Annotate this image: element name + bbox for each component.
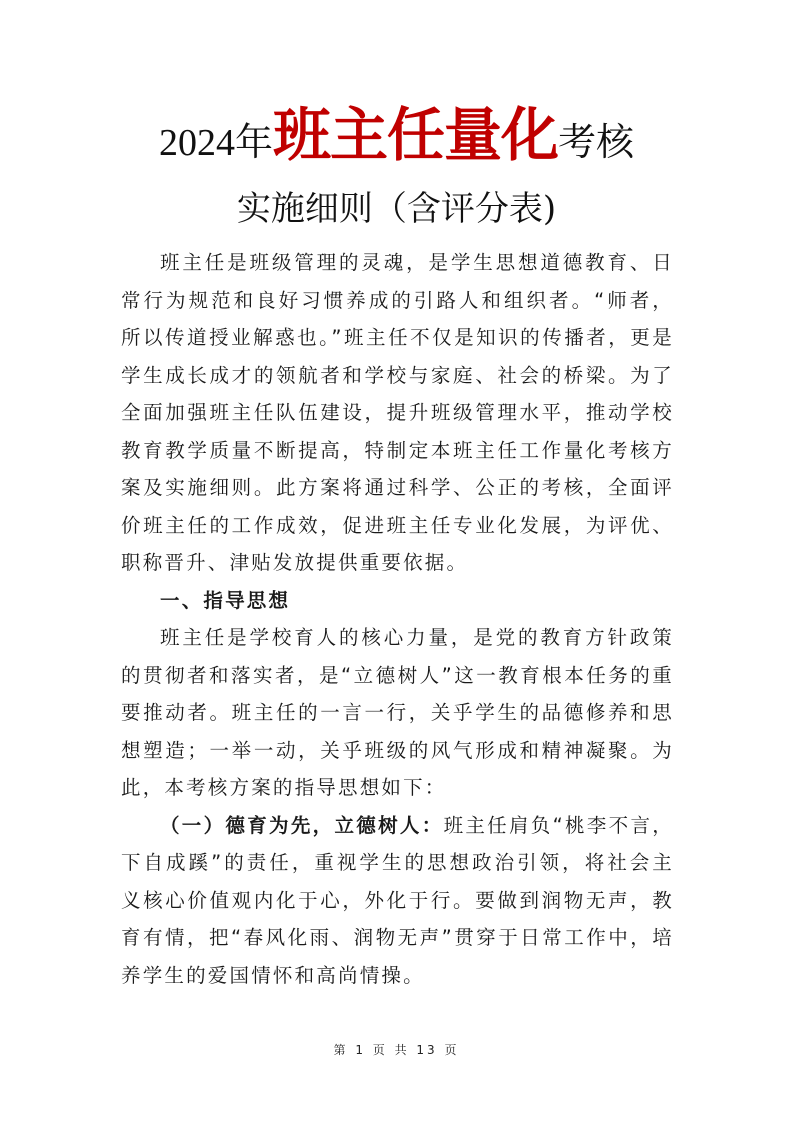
intro-paragraph: 班主任是班级管理的灵魂，是学生思想道德教育、日常行为规范和良好习惯养成的引路人和组织者。“师者，所以传道授业解惑也。”班主任不仅是知识的传播者，更是学生成长成才的领航者和学校与家庭、社会的桥梁。为了全面加强班主任队伍建设，提升班级管理水平，推动学校教育教学质量不断提高，特制定本班主任工作量化考核方案及实施细则。此方案将通过科学、公正的考核，全面评价班主任的工作成效，促进班主任专业化发展，为评优、职称晋升、津贴发放提供重要依据。 bbox=[121, 251, 674, 574]
moral-education-lead: （一）德育为先，立德树人： bbox=[160, 813, 444, 837]
moral-education-paragraph bbox=[121, 807, 674, 995]
section-heading-guiding-ideology: 一、指导思想 bbox=[160, 588, 291, 612]
title-highlight: 班主任量化 bbox=[272, 101, 558, 169]
guiding-ideology-paragraph: 班主任是学校育人的核心力量，是党的教育方针政策的贯彻者和落实者，是“立德树人”这一教育根本任务的重要推动者。班主任的一言一行，关乎学生的品德修养和思想塑造；一举一动，关乎班级的风气形成和精神凝聚。为此，本考核方案的指导思想如下： bbox=[121, 626, 674, 799]
document-subtitle: 实施细则（含评分表) bbox=[236, 189, 557, 229]
document-body bbox=[121, 244, 674, 994]
moral-education-text: 班主任肩负“桃李不言，下自成蹊”的责任，重视学生的思想政治引领，将社会主义核心价值观内化于心，外化于行。要做到润物无声，教育有情，把“春风化雨、润物无声”贯穿于日常工作中，培养学生的爱国情怀和高尚情操。 bbox=[121, 813, 674, 987]
title-prefix: 2024年 bbox=[158, 122, 273, 164]
page-number-footer: 第 1 页 共 13 页 bbox=[333, 1043, 460, 1057]
document-title bbox=[0, 100, 793, 185]
title-suffix: 考核 bbox=[558, 122, 635, 164]
